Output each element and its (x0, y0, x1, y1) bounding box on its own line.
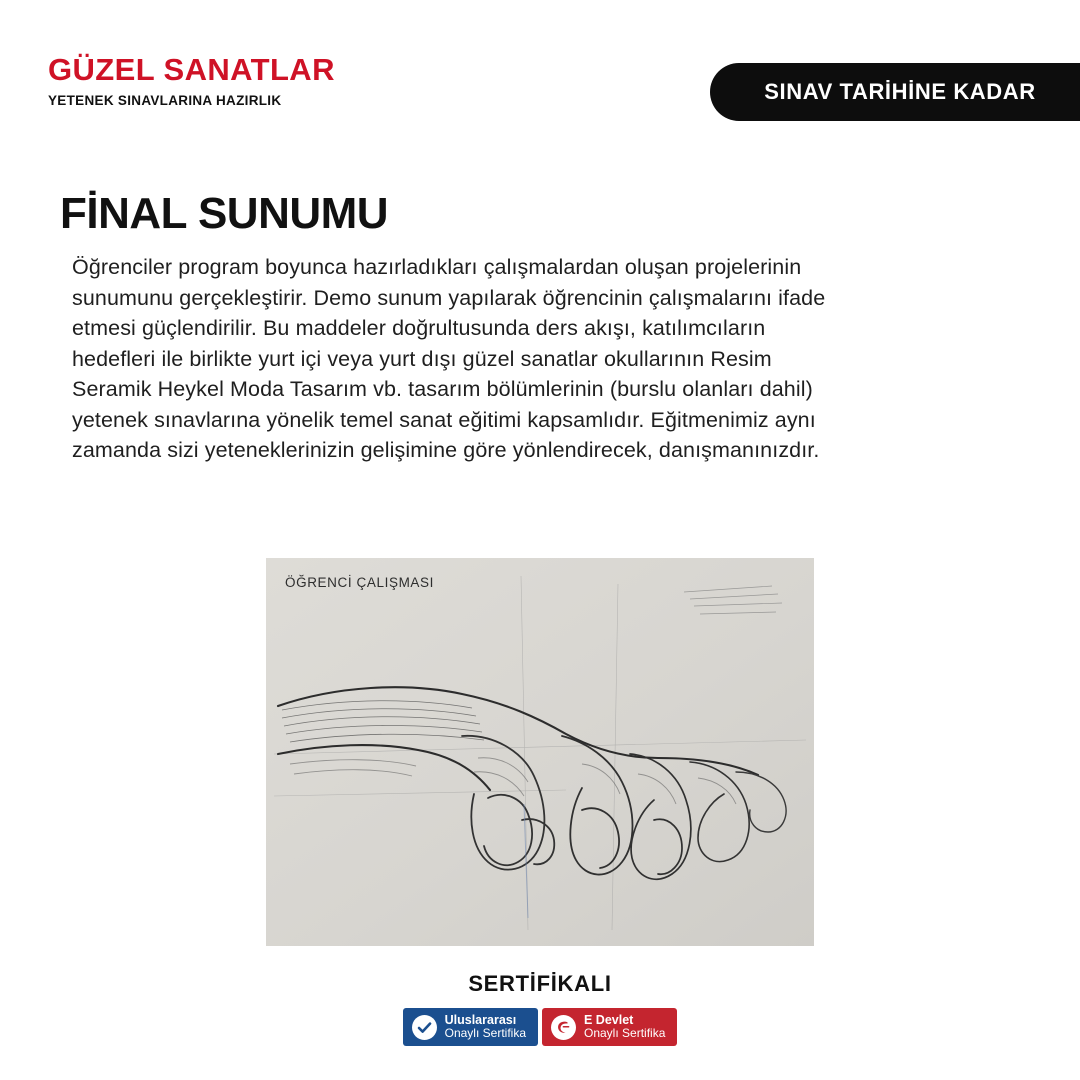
main-content (0, 190, 1080, 466)
artwork-label: ÖĞRENCİ ÇALIŞMASI (285, 575, 434, 590)
certificate-badge-international-line2: Onaylı Sertifika (444, 1026, 526, 1041)
brand-title: GÜZEL SANATLAR (48, 52, 335, 87)
page-title: FİNAL SUNUMU (60, 189, 389, 238)
brand-block (48, 54, 335, 108)
certificate-badge-edevlet-line2: Onaylı Sertifika (584, 1026, 666, 1041)
check-circle-icon (412, 1015, 437, 1040)
certificate-badge-edevlet-texts (584, 1013, 665, 1040)
certificate-badge-edevlet (542, 1008, 677, 1046)
deadline-badge-label: SINAV TARİHİNE KADAR (764, 79, 1036, 104)
page-header (0, 0, 1080, 150)
brand-subtitle: YETENEK SINAVLARINA HAZIRLIK (48, 93, 282, 108)
description-paragraph: Öğrenciler program boyunca hazırladıkları çalışmalardan oluşan projelerinin sunumunu gerçekleştirir. Demo sunum yapılarak öğrencinin çalışmalarını ifade etmesi güçlendirilir. Bu maddeler doğrultusunda ders akışı, katılımcıların hedefleri ile birlikte yurt içi veya yurt dışı güzel sanatlar okullarının Resim Seramik Heykel Moda Tasarım vb. tasarım bölümlerinin (burslu olanları dahil) yetenek sınavlarına yönelik temel sanat eğitimi kapsamlıdır. Eğitmenimiz aynı zamanda sizi yeteneklerinizin gelişimine göre yönlendirecek, danışmanınızdır. (72, 255, 826, 463)
hand-sketch-illustration (266, 558, 814, 946)
certificate-badge-edevlet-line1: E Devlet (584, 1013, 634, 1028)
certificate-badge-international-line1: Uluslararası (444, 1013, 517, 1028)
certificate-badge-international (403, 1008, 538, 1046)
student-artwork-image (266, 558, 814, 946)
deadline-badge (710, 63, 1080, 121)
certification-footer (0, 971, 1080, 1046)
certificate-badge-international-texts (445, 1013, 526, 1040)
certification-title: SERTİFİKALI (468, 971, 612, 996)
certification-badge-row (0, 1008, 1080, 1046)
edevlet-icon (551, 1015, 576, 1040)
